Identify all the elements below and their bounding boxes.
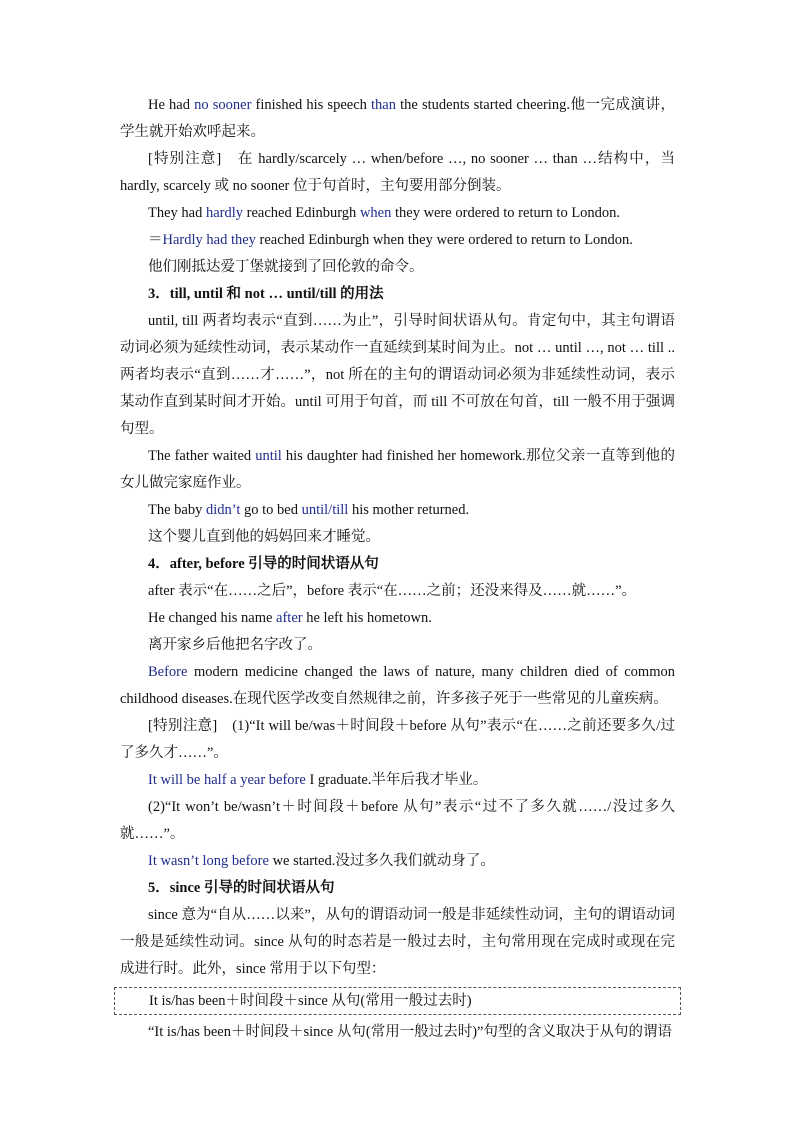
paragraph-after-example xyxy=(120,605,675,632)
pattern-box: It is/has been＋时间段＋since 从句(常用一般过去时) xyxy=(114,987,681,1015)
text: I graduate.半年后我才毕业。 xyxy=(305,772,488,788)
text: He had xyxy=(148,97,195,113)
translation-after: 离开家乡后他把名字改了。 xyxy=(148,637,322,653)
highlight-hardly: hardly xyxy=(205,205,244,221)
highlight-it-will-be: It will be half a year before xyxy=(148,772,306,788)
note-inversion: [特别注意] 在 hardly/scarcely … when/before …, no sooner … than …结构中，当 hardly, scarcely 或 no sooner 位于句首时，主句要用部分倒装。 xyxy=(120,151,675,194)
paragraph-no-sooner-example xyxy=(120,92,675,146)
document-body xyxy=(120,92,675,1046)
text: The baby xyxy=(148,502,206,518)
paragraph-since-pattern: “It is/has been＋时间段＋since 从句(常用一般过去时)”句型的含义取决于从句的谓语 xyxy=(148,1024,672,1040)
paragraph-before-example xyxy=(120,659,675,713)
text: his mother returned. xyxy=(348,502,470,518)
highlight-no-sooner: no sooner xyxy=(194,97,252,113)
paragraph-it-wasnt-example xyxy=(120,848,675,875)
highlight-after: after xyxy=(276,610,303,626)
paragraph-not-until-example xyxy=(120,497,675,524)
highlight-hardly-had-they: Hardly had they xyxy=(162,232,256,248)
section-heading-4: 4．after, before 引导的时间状语从句 xyxy=(148,556,379,572)
highlight-before: Before xyxy=(148,664,188,680)
highlight-when: when xyxy=(359,205,392,221)
text: finished his speech xyxy=(251,97,372,113)
paragraph-hardly-example xyxy=(120,200,675,227)
highlight-it-wasnt-long: It wasn’t long before xyxy=(148,853,269,869)
text: reached Edinburgh xyxy=(243,205,360,221)
text: He changed his name xyxy=(148,610,277,626)
text: reached Edinburgh when they were ordered to return to London. xyxy=(255,232,633,248)
text: go to bed xyxy=(240,502,302,518)
translation-hardly: 他们刚抵达爱丁堡就接到了回伦敦的命令。 xyxy=(148,259,424,275)
text: They had xyxy=(148,205,206,221)
text: he left his hometown. xyxy=(302,610,432,626)
note-it-will-be-before: [特别注意] (1)“It will be/was＋时间段＋before 从句”表示“在……之前还要多久/过了多久才……”。 xyxy=(120,718,675,761)
text: modern medicine changed the laws of nature, many children died of common childhood diseases.在现代医学改变自然规律之前，许多孩子死于一些常见的儿童疾病。 xyxy=(120,664,675,707)
paragraph-until-till: until, till 两者均表示“直到……为止”，引导时间状语从句。肯定句中，其主句谓语动词必须为延续性动词，表示某动作一直延续到某时间为止。not … until …, not … till ..两者均表示“直到……才……”，not 所在的主句的谓语动词必须为非延续性动词，表示某动作直到某时间才开始。until 可用于句首，而 till 不可放在句首，till 一般不用于强调句型。 xyxy=(120,313,675,437)
paragraph-hardly-inverted xyxy=(120,227,675,254)
text: ＝ xyxy=(148,232,163,248)
section-heading-5: 5．since 引导的时间状语从句 xyxy=(148,880,335,896)
text: The father waited xyxy=(148,448,256,464)
paragraph-after-before: after 表示“在……之后”，before 表示“在……之前；还没来得及……就……”。 xyxy=(148,583,637,599)
paragraph-until-example xyxy=(120,443,675,497)
highlight-until-till: until/till xyxy=(301,502,349,518)
paragraph-it-will-be-example xyxy=(120,767,675,794)
highlight-than: than xyxy=(371,97,396,113)
text: his daughter had finished her homework.那位父亲一直等到他的女儿做完家庭作业。 xyxy=(120,448,675,491)
section-heading-3: 3．till, until 和 not … until/till 的用法 xyxy=(148,286,384,302)
text: we started.没过多久我们就动身了。 xyxy=(268,853,495,869)
text: the students started cheering.他一完成演讲，学生就开始欢呼起来。 xyxy=(120,97,675,140)
paragraph-since: since 意为“自从……以来”，从句的谓语动词一般是非延续性动词，主句的谓语动词一般是延续性动词。since 从句的时态若是一般过去时，主句常用现在完成时或现在完成进行时。此外，since 常用于以下句型： xyxy=(120,907,675,977)
highlight-didnt: didn’t xyxy=(205,502,241,518)
highlight-until: until xyxy=(255,448,282,464)
text: they were ordered to return to London. xyxy=(391,205,621,221)
translation-not-until: 这个婴儿直到他的妈妈回来才睡觉。 xyxy=(148,529,380,545)
note-it-wont-be-before: (2)“It won’t be/wasn’t＋时间段＋before 从句”表示“过不了多久就……/没过多久就……”。 xyxy=(120,799,675,842)
